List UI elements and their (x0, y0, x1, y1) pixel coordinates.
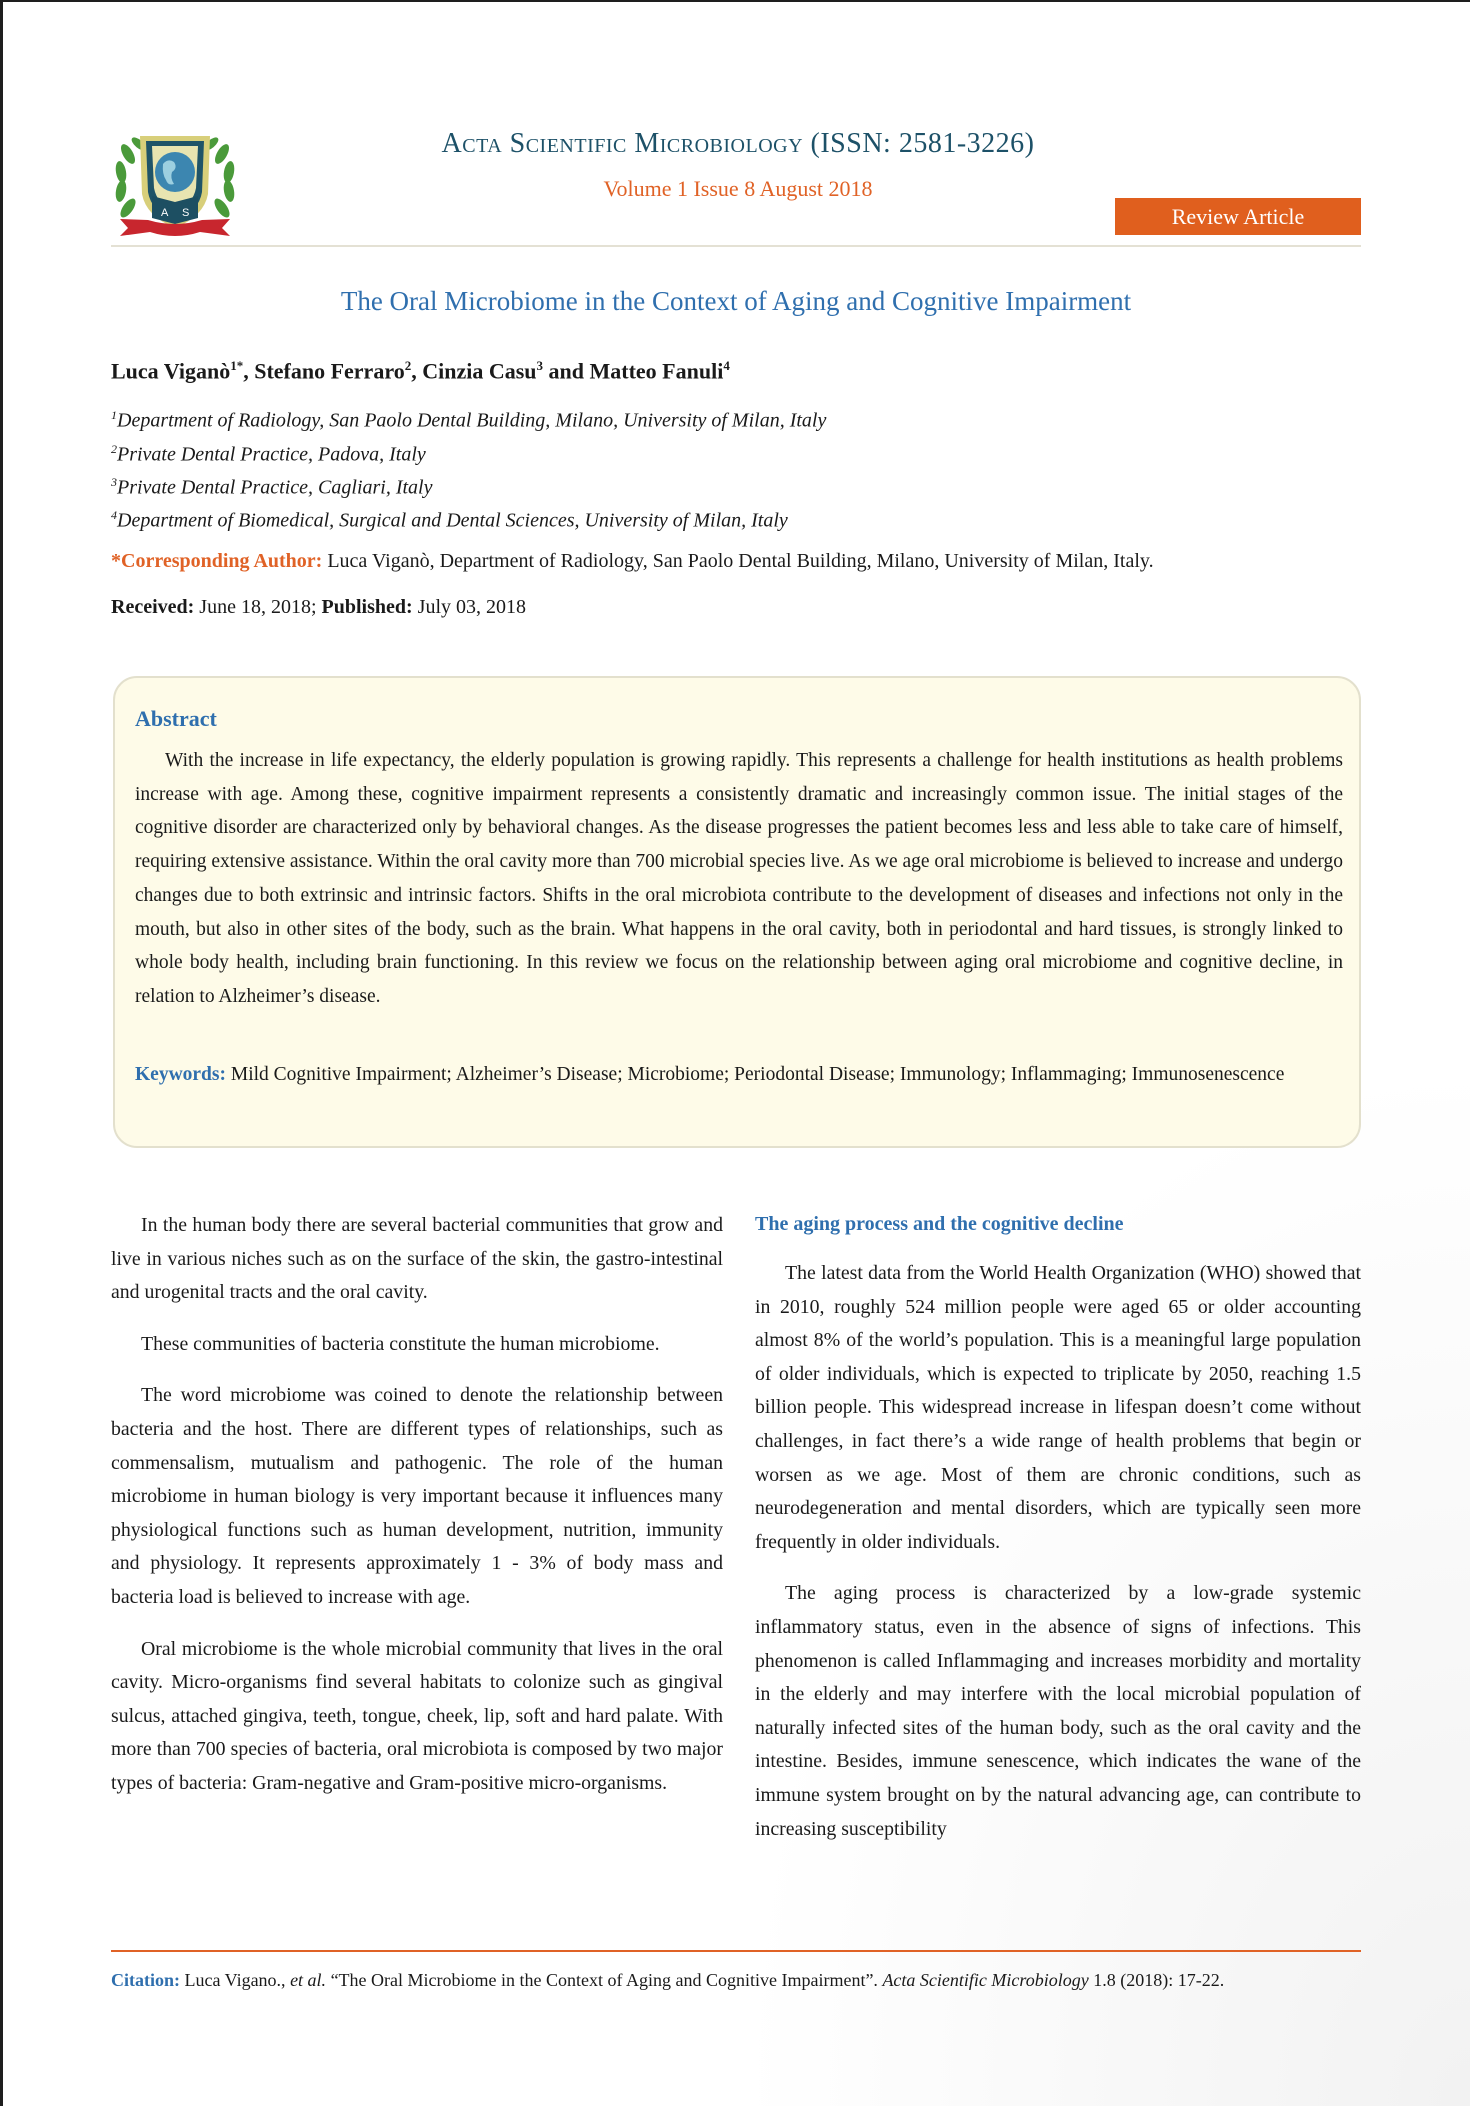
author-separator: , (411, 358, 423, 384)
affiliation-text: Private Dental Practice, Cagliari, Italy (117, 476, 433, 499)
author-affil-ref: 1* (230, 358, 244, 373)
affiliation (111, 508, 788, 533)
author-name: Matteo Fanuli (589, 358, 724, 384)
body-column-right (755, 1209, 1361, 1864)
header-divider (111, 245, 1361, 247)
article-page (3, 2, 1470, 2106)
affiliation (111, 442, 426, 467)
footer-divider (111, 1950, 1361, 1952)
affiliation-text: Department of Radiology, San Paolo Dental Building, Milano, University of Milan, Italy (117, 409, 827, 432)
affiliation-text: Private Dental Practice, Padova, Italy (117, 443, 426, 466)
received-label: Received: (111, 596, 195, 618)
affiliation (111, 408, 826, 433)
citation-journal: Acta Scientific Microbiology (882, 1970, 1089, 1990)
svg-text:A: A (161, 207, 169, 219)
published-date: July 03, 2018 (412, 596, 527, 618)
body-paragraph: Oral microbiome is the whole microbial community that lives in the oral cavity. Micro-organisms find several habitats to colonize such as gingival sulcus, attached gingiva, teeth, tongue, cheek, lip, soft and hard palate. With more than 700 species of bacteria, oral microbiota is composed by two major types of bacteria: Gram-negative and Gram-positive micro-organisms. (111, 1637, 723, 1794)
affiliation-text: Department of Biomedical, Surgical and Dental Sciences, University of Milan, Italy (117, 509, 788, 532)
body-paragraph: In the human body there are several bacterial communities that grow and live in various niches such as on the surface of the skin, the gastro-intestinal and urogenital tracts and the oral cavity. (111, 1214, 723, 1304)
corresponding-author-label: *Corresponding Author: (111, 550, 323, 572)
publication-dates (111, 596, 526, 619)
abstract-box (113, 676, 1361, 1148)
affiliation-number: 2 (111, 442, 117, 456)
body-column-left (111, 1209, 723, 1819)
laurel-shield-globe-icon (108, 114, 242, 244)
affiliation (111, 475, 433, 500)
author-name: Luca Viganò (111, 358, 231, 384)
keywords-list: Mild Cognitive Impairment; Alzheimer’s Disease; Microbiome; Periodontal Disease; Immunology; Inflammaging; Immunosenescence (226, 1064, 1285, 1085)
received-date: June 18, 2018; (194, 596, 322, 618)
citation-etal: et al. (290, 1970, 327, 1990)
author-affil-ref: 2 (404, 358, 412, 373)
citation (111, 1970, 1361, 1991)
journal-title: Acta Scientific Microbiology (ISSN: 2581-3226) (441, 128, 1035, 159)
body-paragraph: These communities of bacteria constitute the human microbiome. (141, 1332, 660, 1355)
citation-authors: Luca Vigano., (180, 1970, 291, 1990)
journal-logo (108, 114, 242, 244)
keywords-label: Keywords: (135, 1064, 226, 1085)
affiliation-number: 3 (111, 475, 117, 489)
author-separator: and (543, 358, 590, 384)
article-type-badge: Review Article (1115, 198, 1361, 235)
affiliation-number: 4 (111, 508, 117, 522)
author-list (111, 358, 730, 384)
keywords (135, 1058, 1343, 1092)
corresponding-author (111, 550, 1154, 573)
volume-issue: Volume 1 Issue 8 August 2018 (603, 176, 873, 201)
abstract-heading: Abstract (135, 706, 217, 731)
author-affil-ref: 3 (536, 358, 543, 373)
citation-label: Citation: (111, 1970, 180, 1990)
abstract-text: With the increase in life expectancy, the elderly population is growing rapidly. This represents a challenge for health institutions as health problems increase with age. Among these, cognitive impairment represents a consistently dramatic and increasingly common issue. The initial stages of the cognitive disorder are characterized only by behavioral changes. As the disease progresses the patient becomes less and less able to take care of himself, requiring extensive assistance. Within the oral cavity more than 700 microbial species live. As we age oral microbiome is believed to increase and undergo changes due to both extrinsic and intrinsic factors. Shifts in the oral microbiota contribute to the development of diseases and infections not only in the mouth, but also in other sites of the body, such as the brain. What happens in the oral cavity, both in periodontal and hard tissues, is strongly linked to whole body health, including brain functioning. In this review we focus on the relationship between aging oral microbiome and cognitive decline, in relation to Alzheimer’s disease. (135, 750, 1343, 1007)
article-title: The Oral Microbiome in the Context of Aging and Cognitive Impairment (340, 286, 1132, 316)
author-name: Stefano Ferraro (254, 358, 405, 384)
body-paragraph: The word microbiome was coined to denote the relationship between bacteria and the host. There are different types of relationships, such as commensalism, mutualism and pathogenic. The role of the human microbiome in human biology is very important because it influences many physiological functions such as human development, nutrition, immunity and physiology. It represents approximately 1 - 3% of body mass and bacteria load is believed to increase with age. (111, 1384, 723, 1608)
author-name: Cinzia Casu (422, 358, 537, 384)
body-paragraph: The latest data from the World Health Organization (WHO) showed that in 2010, roughly 524 million people were aged 65 or older accounting almost 8% of the world’s population. This is a meaningful large population of older individuals, which is expected to triplicate by 2050, reaching 1.5 billion people. This widespread increase in lifespan doesn’t come without challenges, in fact there’s a wide range of health problems that begin or worsen as we age. Most of them are chronic conditions, such as neurodegeneration and mental disorders, which are typically seen more frequently in older individuals. (755, 1262, 1361, 1553)
affiliation-number: 1 (111, 408, 117, 422)
published-label: Published: (321, 596, 413, 618)
author-affil-ref: 4 (723, 358, 730, 373)
author-separator: , (243, 358, 255, 384)
svg-text:S: S (182, 207, 190, 219)
citation-title: “The Oral Microbiome in the Context of Aging and Cognitive Impairment”. (326, 1970, 883, 1990)
corresponding-author-text: Luca Viganò, Department of Radiology, San Paolo Dental Building, Milano, University of Milan, Italy. (322, 550, 1154, 572)
body-paragraph: The aging process is characterized by a low-grade systemic inflammatory status, even in the absence of signs of infections. This phenomenon is called Inflammaging and increases morbidity and mortality in the elderly and may interfere with the local microbial population of naturally infected sites of the human body, such as the oral cavity and the intestine. Besides, immune senescence, which indicates the wane of the immune system brought on by the natural advancing age, can contribute to increasing susceptibility (755, 1582, 1361, 1840)
citation-ref: 1.8 (2018): 17-22. (1088, 1970, 1225, 1990)
section-heading: The aging process and the cognitive decline (755, 1213, 1124, 1235)
